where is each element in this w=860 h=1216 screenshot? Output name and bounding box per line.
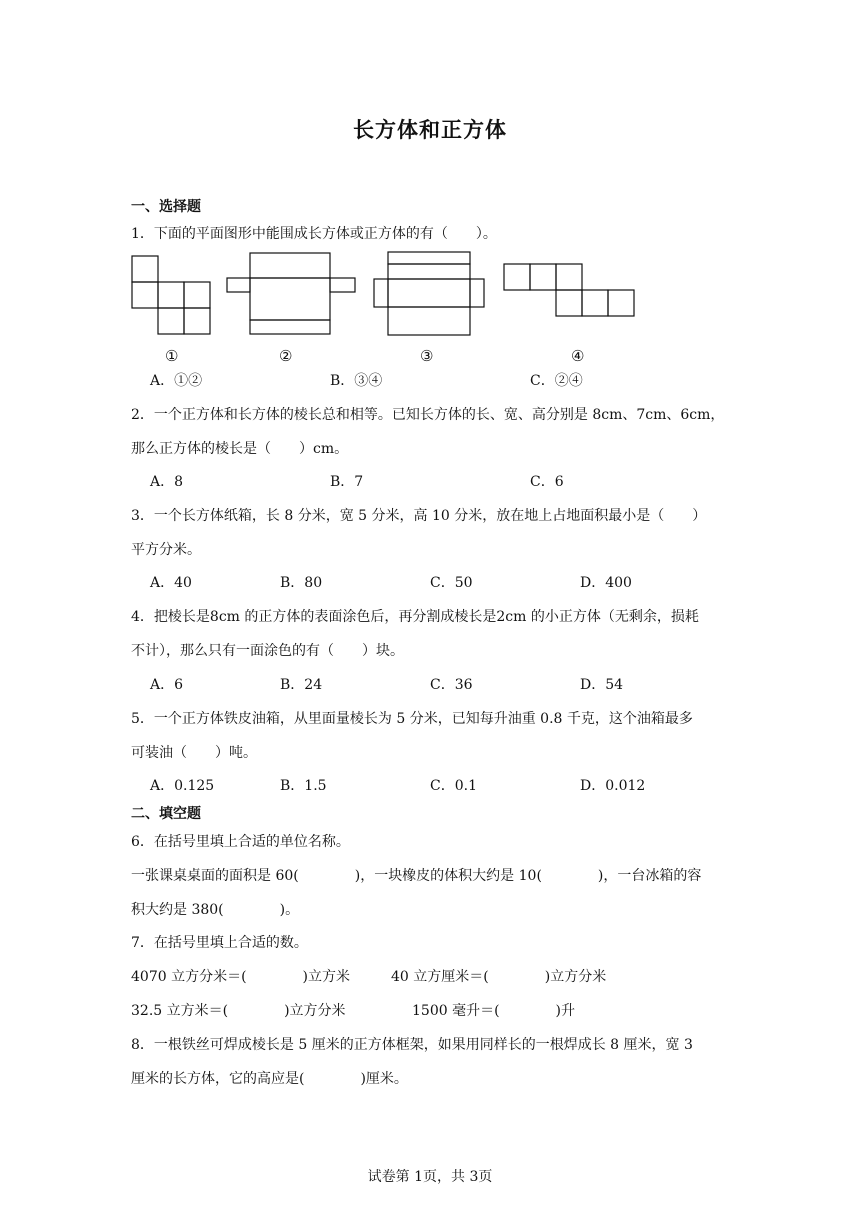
q5-option-b: B．1.5 [280,778,327,794]
question-1: 1．下面的平面图形中能围成长方体或正方体的有（ ）。 [131,226,497,242]
q3-option-c: C．50 [430,575,473,591]
q4-option-a: A．6 [150,677,184,693]
page-footer: 试卷第 1页，共 3页 [367,1169,493,1185]
question-6-line-1: 一张课桌桌面的面积是 60( )，一块橡皮的体积大约是 10( )，一台冰箱的容 [131,868,702,884]
question-3-line-1: 3．一个长方体纸箱，长 8 分米，宽 5 分米，高 10 分米，放在地上占地面积最小是（ ） [131,508,707,524]
q1-option-c: C．②④ [530,373,583,389]
q4-option-b: B．24 [280,677,323,693]
question-2-line-2: 那么正方体的棱长是（ ）cm。 [131,441,349,457]
question-3-line-2: 平方分米。 [131,542,201,558]
question-1-nets [0,248,860,348]
question-5-line-1: 5．一个正方体铁皮油箱，从里面量棱长为 5 分米，已知每升油重 0.8 千克，这个油箱最多 [131,711,693,727]
q1-option-a: A．①② [150,373,203,389]
question-7-item-b: 40 立方厘米＝( )立方分米 [391,969,607,985]
question-4-line-2: 不计），那么只有一面涂色的有（ ）块。 [131,643,404,659]
q3-option-b: B．80 [280,575,323,591]
question-7-item-d: 1500 毫升＝( )升 [412,1003,576,1019]
question-2-line-1: 2．一个正方体和长方体的棱长总和相等。已知长方体的长、宽、高分别是 8cm、7cm、6cm， [131,407,725,423]
q5-option-c: C．0.1 [430,778,477,794]
q2-option-c: C．6 [530,474,564,490]
question-6: 6．在括号里填上合适的单位名称。 [131,834,350,850]
net-figure-2 [227,253,355,334]
q4-option-d: D．54 [580,677,624,693]
q5-option-a: A．0.125 [150,778,215,794]
question-7-item-a: 4070 立方分米＝( )立方米 [131,969,351,985]
q3-option-d: D．400 [580,575,632,591]
section-fill-blank: 二、填空题 [131,806,201,822]
fig-label-3: ③ [420,347,434,365]
question-8-line-1: 8．一根铁丝可焊成棱长是 5 厘米的正方体框架，如果用同样长的一根焊成长 8 厘米，宽 3 [131,1037,693,1053]
section-choice: 一、选择题 [131,199,201,215]
question-7: 7．在括号里填上合适的数。 [131,935,308,951]
q2-option-b: B．7 [330,474,364,490]
question-6-line-2: 积大约是 380( )。 [131,902,300,918]
q4-option-c: C．36 [430,677,473,693]
question-5-line-2: 可装油（ ）吨。 [131,745,257,761]
fig-label-1: ① [165,347,179,365]
q2-option-a: A．8 [150,474,184,490]
q3-option-a: A．40 [150,575,192,591]
question-8-line-2: 厘米的长方体，它的高应是( )厘米。 [131,1071,408,1087]
page-title: 长方体和正方体 [353,118,507,142]
question-7-item-c: 32.5 立方米＝( )立方分米 [131,1003,346,1019]
net-figure-1 [132,256,210,334]
q1-option-b: B．③④ [330,373,383,389]
fig-label-2: ② [279,347,293,365]
fig-label-4: ④ [571,347,585,365]
net-figure-4 [504,264,634,316]
question-4-line-1: 4．把棱长是8cm 的正方体的表面涂色后，再分割成棱长是2cm 的小正方体（无剩余，损耗 [131,609,699,625]
net-figure-3 [374,252,484,335]
q5-option-d: D．0.012 [580,778,646,794]
